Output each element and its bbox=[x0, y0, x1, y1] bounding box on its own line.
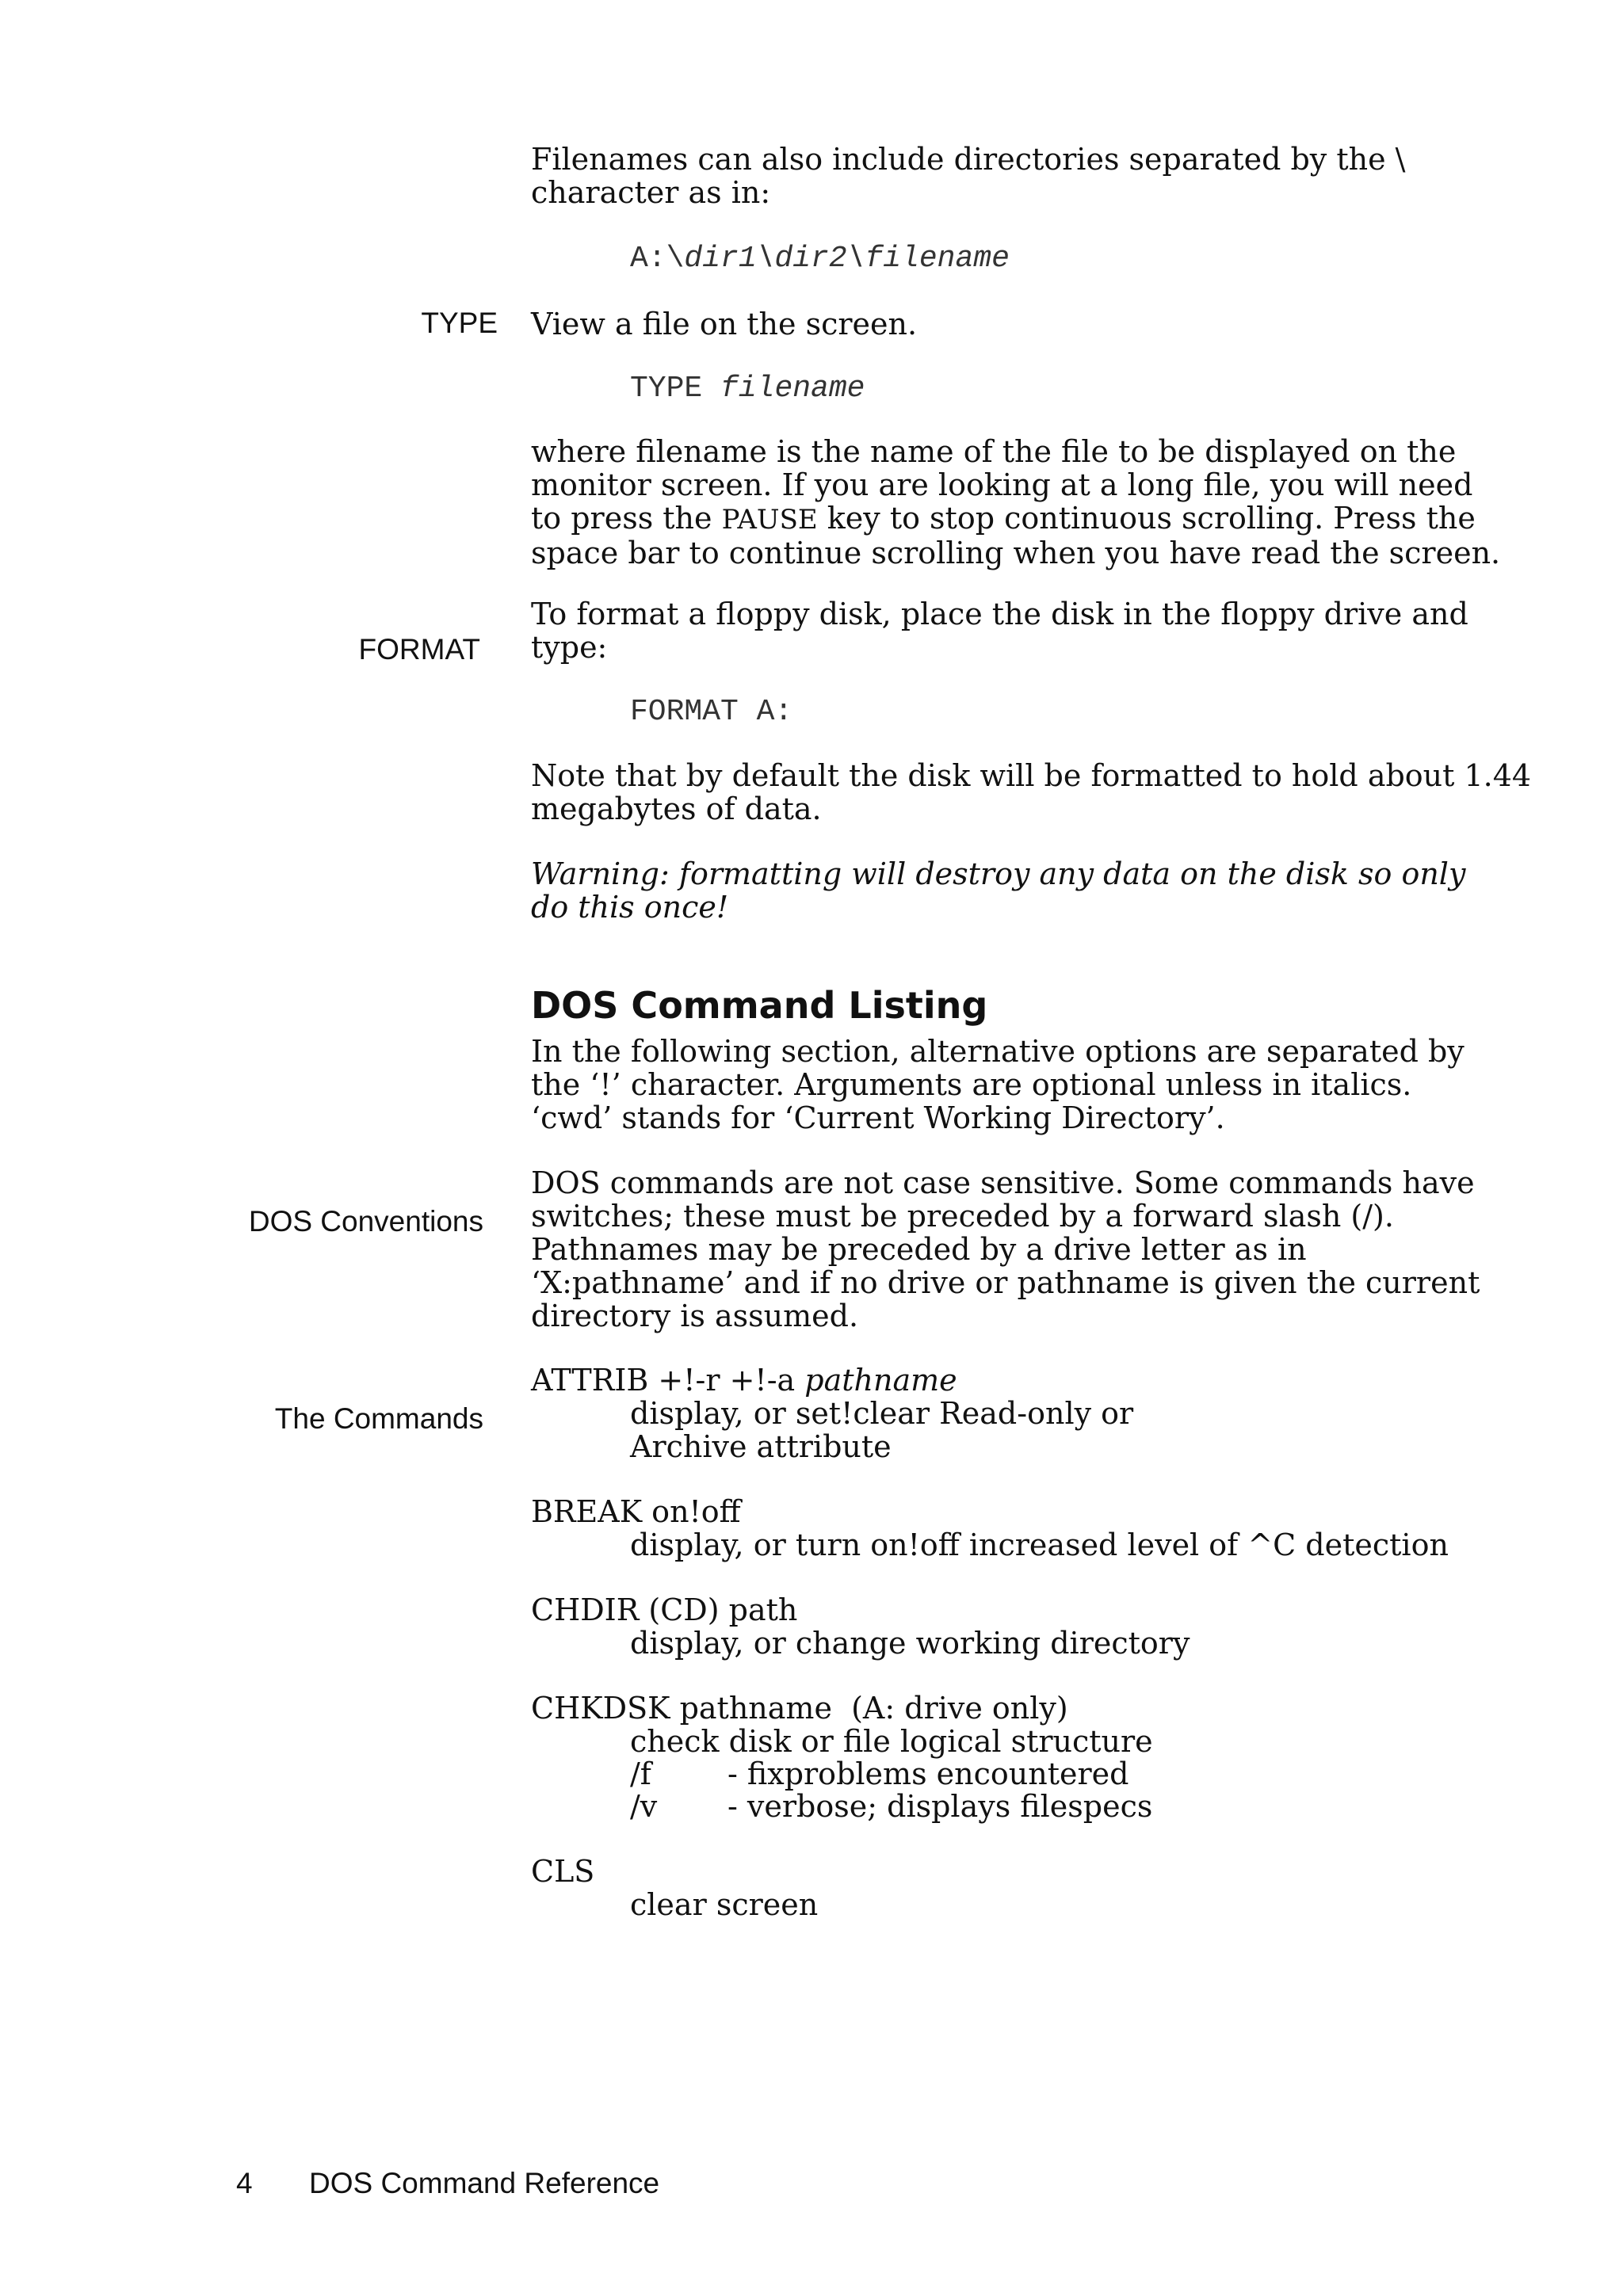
margin-label-commands: The Commands bbox=[274, 1402, 483, 1435]
format-note-line: Note that by default the disk will be formatted to hold about 1.44 bbox=[531, 758, 1532, 793]
path-example-path: dir1\dir2\filename bbox=[684, 242, 1010, 276]
footer-title: DOS Command Reference bbox=[309, 2167, 660, 2199]
attrib-syntax bbox=[531, 1363, 1514, 1397]
type-para-part: to press the bbox=[531, 501, 722, 536]
margin-label-type: TYPE bbox=[421, 307, 498, 339]
listing-paragraph bbox=[531, 1035, 1514, 1135]
chkdsk-syntax: CHKDSK pathname (A: drive only) bbox=[531, 1691, 1068, 1726]
section-heading: DOS Command Listing bbox=[531, 984, 988, 1027]
conventions-line: Pathnames may be preceded by a drive letter as in bbox=[531, 1232, 1307, 1267]
type-para-line bbox=[531, 502, 1514, 536]
break-syntax: BREAK on!off bbox=[531, 1494, 741, 1529]
path-example-code bbox=[630, 242, 1010, 276]
listing-line: ‘cwd’ stands for ‘Current Working Directory’. bbox=[531, 1100, 1225, 1135]
cls-syntax: CLS bbox=[531, 1854, 595, 1889]
format-note bbox=[531, 758, 1532, 826]
type-para-line: where filename is the name of the file to be displayed on the bbox=[531, 434, 1457, 469]
attrib-desc-line: display, or set!clear Read-only or bbox=[630, 1396, 1134, 1431]
chdir-syntax: CHDIR (CD) path bbox=[531, 1592, 798, 1627]
intro-line: Filenames can also include directories separated by the \ bbox=[531, 142, 1406, 177]
type-paragraph bbox=[531, 435, 1514, 570]
footer-page-number: 4 bbox=[236, 2167, 253, 2199]
chkdsk-switch-desc: - verbose; displays filespecs bbox=[727, 1789, 1153, 1824]
attrib-syntax-cmd: ATTRIB +!-r +!-a bbox=[531, 1363, 805, 1398]
chkdsk-description: check disk or file logical structure bbox=[630, 1724, 1153, 1759]
chkdsk-switch-desc: - fixproblems encountered bbox=[727, 1756, 1129, 1791]
type-para-line: monitor screen. If you are looking at a long file, you will need bbox=[531, 467, 1473, 502]
format-warning-line: Warning: formatting will destroy any data on the disk so only bbox=[531, 856, 1466, 891]
type-code-cmd: TYPE bbox=[630, 372, 721, 406]
chkdsk-switch-key: /f bbox=[630, 1756, 651, 1791]
margin-label-format: FORMAT bbox=[358, 633, 480, 666]
type-code bbox=[630, 372, 865, 406]
format-warning-line: do this once! bbox=[531, 890, 729, 925]
margin-label-conventions: DOS Conventions bbox=[248, 1205, 483, 1238]
chkdsk-switch-key: /v bbox=[630, 1789, 658, 1824]
format-intro-line: To format a floppy disk, place the disk in the floppy drive and bbox=[531, 597, 1468, 631]
type-para-part: key to stop continuous scrolling. Press the bbox=[817, 501, 1476, 536]
format-note-line: megabytes of data. bbox=[531, 791, 822, 826]
intro-line: character as in: bbox=[531, 175, 771, 210]
listing-line: In the following section, alternative options are separated by bbox=[531, 1034, 1465, 1069]
listing-line: the ‘!’ character. Arguments are optional unless in italics. bbox=[531, 1067, 1412, 1102]
break-description: display, or turn on!off increased level of ^C detection bbox=[630, 1527, 1449, 1562]
format-intro bbox=[531, 597, 1514, 664]
format-intro-line: type: bbox=[531, 630, 608, 665]
type-code-arg: filename bbox=[720, 372, 865, 406]
format-warning bbox=[531, 857, 1514, 924]
format-code: FORMAT A: bbox=[630, 695, 793, 729]
intro-paragraph bbox=[531, 143, 1514, 209]
pause-key-name: PAUSE bbox=[721, 504, 818, 536]
attrib-description bbox=[630, 1397, 1133, 1463]
attrib-syntax-arg: pathname bbox=[804, 1363, 957, 1398]
type-description: View a file on the screen. bbox=[531, 307, 918, 341]
conventions-line: switches; these must be preceded by a forward slash (/). bbox=[531, 1199, 1394, 1234]
conventions-line: ‘X:pathname’ and if no drive or pathname is given the current bbox=[531, 1265, 1480, 1300]
type-para-line: space bar to continue scrolling when you have read the screen. bbox=[531, 536, 1501, 570]
chdir-description: display, or change working directory bbox=[630, 1626, 1190, 1661]
path-example-drive: A:\ bbox=[630, 242, 685, 276]
attrib-desc-line: Archive attribute bbox=[630, 1429, 892, 1464]
conventions-paragraph bbox=[531, 1166, 1514, 1333]
conventions-line: DOS commands are not case sensitive. Some commands have bbox=[531, 1165, 1475, 1200]
conventions-line: directory is assumed. bbox=[531, 1299, 859, 1333]
cls-description: clear screen bbox=[630, 1887, 819, 1922]
